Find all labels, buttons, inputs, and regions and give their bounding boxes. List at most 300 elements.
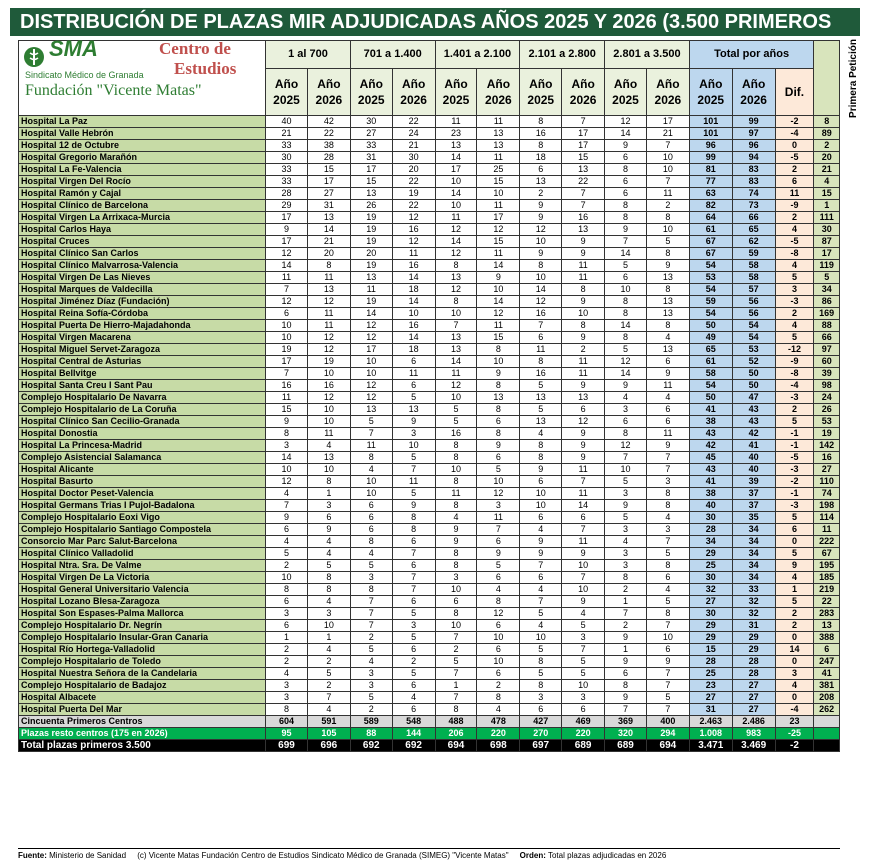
- value-cell: 13: [307, 452, 350, 464]
- dif-cell: 4: [775, 260, 814, 272]
- table-row: [19, 560, 840, 572]
- hospital-name: Complejo Hospitalario De Navarra: [19, 392, 266, 404]
- hospital-name: Hospital Albacete: [19, 692, 266, 704]
- primera-peticion-cell: 222: [814, 536, 840, 548]
- value-cell: 6: [562, 404, 605, 416]
- value-cell: 6: [605, 416, 647, 428]
- value-cell: 8: [605, 212, 647, 224]
- logo-fundacion: Fundación "Vicente Matas": [25, 82, 202, 99]
- primera-peticion-cell: 6: [814, 644, 840, 656]
- dif-cell: 1: [775, 584, 814, 596]
- table-row: [19, 344, 840, 356]
- table-row: [19, 524, 840, 536]
- table-row: [19, 236, 840, 248]
- value-cell: 8: [520, 452, 562, 464]
- total-cell: 33: [732, 584, 775, 596]
- table-row: [19, 140, 840, 152]
- value-cell: 6: [392, 356, 435, 368]
- value-cell: 22: [392, 200, 435, 212]
- value-cell: 6: [350, 500, 392, 512]
- hospital-name: Hospital Clínico Valladolid: [19, 548, 266, 560]
- total-cell: 43: [732, 404, 775, 416]
- value-cell: 24: [392, 128, 435, 140]
- value-cell: 42: [307, 116, 350, 128]
- value-cell: 7: [562, 188, 605, 200]
- value-cell: 14: [435, 188, 477, 200]
- total-cell: 34: [732, 536, 775, 548]
- hospital-name: Complejo Hospitalario Insular-Gran Canaria: [19, 632, 266, 644]
- value-cell: 13: [646, 272, 689, 284]
- primera-peticion-cell: 111: [814, 212, 840, 224]
- value-cell: 16: [266, 380, 308, 392]
- total-cell: 57: [732, 284, 775, 296]
- value-cell: 11: [477, 116, 520, 128]
- value-cell: 8: [307, 584, 350, 596]
- dif-cell: 0: [775, 536, 814, 548]
- value-cell: 19: [392, 188, 435, 200]
- value-cell: 5: [307, 668, 350, 680]
- hospital-name: Plazas resto centros (175 en 2026): [19, 728, 266, 740]
- value-cell: 8: [646, 248, 689, 260]
- total-cell: 54: [689, 308, 732, 320]
- value-cell: 6: [520, 476, 562, 488]
- total-cell: 25: [689, 560, 732, 572]
- total-cell: 29: [689, 632, 732, 644]
- total-cell: 99: [732, 116, 775, 128]
- value-cell: 14: [392, 296, 435, 308]
- dif-cell: 2: [775, 308, 814, 320]
- value-cell: 9: [605, 224, 647, 236]
- value-cell: 8: [266, 704, 308, 716]
- primera-peticion-cell: 41: [814, 668, 840, 680]
- value-cell: 10: [266, 320, 308, 332]
- value-cell: 6: [562, 704, 605, 716]
- value-cell: 3: [392, 428, 435, 440]
- dif-cell: 5: [775, 272, 814, 284]
- value-cell: 5: [605, 260, 647, 272]
- primera-peticion-cell: 262: [814, 704, 840, 716]
- hospital-name: Hospital 12 de Octubre: [19, 140, 266, 152]
- total-cell: 28: [689, 524, 732, 536]
- value-cell: 692: [392, 740, 435, 752]
- summary-row-total: [19, 740, 840, 752]
- value-cell: 11: [307, 272, 350, 284]
- value-cell: 9: [266, 224, 308, 236]
- value-cell: 5: [646, 596, 689, 608]
- value-cell: 6: [646, 416, 689, 428]
- primera-peticion-cell: 8: [814, 116, 840, 128]
- dif-cell: -25: [775, 728, 814, 740]
- table-row: [19, 452, 840, 464]
- primera-peticion-cell: 5: [814, 272, 840, 284]
- value-cell: 220: [562, 728, 605, 740]
- total-cell: 34: [689, 536, 732, 548]
- footer-fuente-label: Fuente:: [18, 851, 47, 860]
- primera-peticion-label: Primera Petición: [848, 38, 860, 118]
- value-cell: 6: [350, 524, 392, 536]
- value-cell: 8: [435, 500, 477, 512]
- hospital-name: Hospital Gregorio Marañón: [19, 152, 266, 164]
- table-row: [19, 548, 840, 560]
- value-cell: 14: [605, 368, 647, 380]
- value-cell: 7: [562, 476, 605, 488]
- dif-cell: -8: [775, 248, 814, 260]
- total-cell: 59: [689, 296, 732, 308]
- value-cell: 9: [605, 500, 647, 512]
- value-cell: 3: [605, 548, 647, 560]
- value-cell: 8: [605, 572, 647, 584]
- primera-peticion-cell: 142: [814, 440, 840, 452]
- value-cell: 6: [266, 620, 308, 632]
- table-row: [19, 536, 840, 548]
- value-cell: 14: [435, 236, 477, 248]
- total-cell: 32: [732, 608, 775, 620]
- primera-peticion-cell: 283: [814, 608, 840, 620]
- total-cell: 83: [732, 176, 775, 188]
- value-cell: 12: [266, 476, 308, 488]
- table-row: [19, 572, 840, 584]
- value-cell: 14: [477, 296, 520, 308]
- value-cell: 1: [605, 596, 647, 608]
- value-cell: 4: [520, 620, 562, 632]
- dif-cell: 0: [775, 656, 814, 668]
- value-cell: 12: [605, 116, 647, 128]
- value-cell: 11: [646, 188, 689, 200]
- value-cell: 9: [435, 536, 477, 548]
- dif-cell: 2: [775, 608, 814, 620]
- value-cell: 9: [562, 596, 605, 608]
- hospital-name: Hospital Virgen La Arrixaca-Murcia: [19, 212, 266, 224]
- primera-peticion-cell: 247: [814, 656, 840, 668]
- total-cell: 27: [732, 680, 775, 692]
- primera-peticion-cell: 195: [814, 560, 840, 572]
- value-cell: 11: [392, 248, 435, 260]
- value-cell: 10: [520, 488, 562, 500]
- value-cell: 9: [562, 236, 605, 248]
- footer: [18, 848, 840, 860]
- total-cell: 67: [689, 236, 732, 248]
- dif-cell: 14: [775, 644, 814, 656]
- dif-cell: -2: [775, 116, 814, 128]
- value-cell: 12: [307, 332, 350, 344]
- value-cell: 13: [435, 344, 477, 356]
- value-cell: 10: [562, 680, 605, 692]
- total-cell: 96: [689, 140, 732, 152]
- value-cell: 6: [435, 596, 477, 608]
- total-cell: 54: [689, 260, 732, 272]
- value-cell: 9: [477, 368, 520, 380]
- value-cell: 3: [562, 692, 605, 704]
- value-cell: 6: [392, 680, 435, 692]
- table-row: [19, 596, 840, 608]
- value-cell: 1: [435, 680, 477, 692]
- value-cell: 29: [266, 200, 308, 212]
- value-cell: 10: [562, 584, 605, 596]
- primera-peticion-cell: 22: [814, 596, 840, 608]
- value-cell: 8: [350, 452, 392, 464]
- value-cell: 22: [307, 128, 350, 140]
- value-cell: 689: [605, 740, 647, 752]
- table-row: [19, 440, 840, 452]
- value-cell: 2: [307, 680, 350, 692]
- value-cell: 7: [477, 524, 520, 536]
- total-cell: 2.486: [732, 716, 775, 728]
- value-cell: 12: [392, 212, 435, 224]
- value-cell: 5: [435, 416, 477, 428]
- value-cell: 6: [520, 332, 562, 344]
- hospital-name: Hospital Santa Creu I Sant Pau: [19, 380, 266, 392]
- dif-cell: 2: [775, 164, 814, 176]
- hospital-name: Hospital Río Hortega-Valladolid: [19, 644, 266, 656]
- value-cell: 17: [435, 164, 477, 176]
- page-title: DISTRIBUCIÓN DE PLAZAS MIR ADJUDICADAS AÑOS 2025 Y 2026 (3.500 PRIMEROS: [10, 8, 860, 36]
- total-cell: 52: [732, 356, 775, 368]
- value-cell: 9: [477, 272, 520, 284]
- value-cell: 9: [646, 368, 689, 380]
- hospital-name: Hospital Central de Asturias: [19, 356, 266, 368]
- value-cell: 699: [266, 740, 308, 752]
- value-cell: 25: [477, 164, 520, 176]
- primera-peticion-cell: 60: [814, 356, 840, 368]
- table-row: [19, 188, 840, 200]
- value-cell: 10: [307, 464, 350, 476]
- hospital-name: Consorcio Mar Parc Salut-Barcelona: [19, 536, 266, 548]
- value-cell: 478: [477, 716, 520, 728]
- table-row: [19, 464, 840, 476]
- dif-cell: -2: [775, 740, 814, 752]
- value-cell: 30: [266, 152, 308, 164]
- table-row: [19, 224, 840, 236]
- value-cell: 10: [477, 656, 520, 668]
- value-cell: 8: [520, 356, 562, 368]
- total-cell: 43: [689, 464, 732, 476]
- dif-cell: -5: [775, 152, 814, 164]
- value-cell: 696: [307, 740, 350, 752]
- value-cell: 7: [350, 620, 392, 632]
- value-cell: 8: [435, 608, 477, 620]
- value-cell: 14: [266, 452, 308, 464]
- value-cell: 6: [392, 536, 435, 548]
- total-cell: 50: [732, 368, 775, 380]
- total-cell: 77: [689, 176, 732, 188]
- value-cell: 3: [435, 572, 477, 584]
- value-cell: 13: [562, 224, 605, 236]
- value-cell: 12: [435, 284, 477, 296]
- value-cell: 4: [520, 584, 562, 596]
- dif-cell: -12: [775, 344, 814, 356]
- primera-peticion-cell: 110: [814, 476, 840, 488]
- footer-orden-value: Total plazas adjudicadas en 2026: [547, 851, 667, 860]
- table-row: [19, 116, 840, 128]
- hospital-name: Hospital Bellvitge: [19, 368, 266, 380]
- value-cell: 5: [477, 560, 520, 572]
- value-cell: 4: [646, 512, 689, 524]
- value-cell: 4: [605, 536, 647, 548]
- value-cell: 8: [562, 320, 605, 332]
- value-cell: 4: [266, 668, 308, 680]
- value-cell: 2: [392, 656, 435, 668]
- value-cell: 17: [646, 116, 689, 128]
- hospital-name: Hospital Puerta Del Mar: [19, 704, 266, 716]
- total-cell: 34: [732, 560, 775, 572]
- value-cell: 12: [350, 332, 392, 344]
- primera-peticion-cell: 21: [814, 164, 840, 176]
- value-cell: 5: [520, 380, 562, 392]
- hospital-name: Hospital Puerta De Hierro-Majadahonda: [19, 320, 266, 332]
- table-row: [19, 608, 840, 620]
- value-cell: 698: [477, 740, 520, 752]
- total-cell: 45: [689, 452, 732, 464]
- value-cell: 15: [477, 236, 520, 248]
- value-cell: 11: [646, 380, 689, 392]
- total-cell: 41: [732, 440, 775, 452]
- value-cell: 4: [307, 548, 350, 560]
- value-cell: 13: [350, 188, 392, 200]
- total-cell: 28: [732, 668, 775, 680]
- value-cell: 10: [307, 416, 350, 428]
- value-cell: 14: [562, 500, 605, 512]
- primera-peticion-cell: 30: [814, 224, 840, 236]
- value-cell: 15: [266, 404, 308, 416]
- value-cell: 18: [392, 344, 435, 356]
- hospital-name: Hospital Ntra. Sra. De Valme: [19, 560, 266, 572]
- value-cell: 6: [605, 176, 647, 188]
- dif-cell: 3: [775, 668, 814, 680]
- value-cell: 604: [266, 716, 308, 728]
- table-row: [19, 260, 840, 272]
- value-cell: 9: [520, 464, 562, 476]
- value-cell: 19: [350, 260, 392, 272]
- total-cell: 37: [732, 488, 775, 500]
- value-cell: 8: [477, 380, 520, 392]
- value-cell: 1: [266, 632, 308, 644]
- value-cell: 9: [646, 656, 689, 668]
- plazas-table: [18, 36, 860, 752]
- value-cell: 7: [266, 368, 308, 380]
- total-cell: 27: [732, 692, 775, 704]
- value-cell: 14: [477, 260, 520, 272]
- value-cell: 6: [350, 512, 392, 524]
- table-row: [19, 380, 840, 392]
- value-cell: 7: [605, 608, 647, 620]
- total-cell: 27: [689, 596, 732, 608]
- value-cell: 17: [307, 176, 350, 188]
- dif-cell: 2: [775, 212, 814, 224]
- value-cell: 8: [477, 596, 520, 608]
- value-cell: 13: [435, 332, 477, 344]
- total-cell: 3.469: [732, 740, 775, 752]
- value-cell: 5: [392, 452, 435, 464]
- table-row: [19, 284, 840, 296]
- dif-cell: 4: [775, 320, 814, 332]
- value-cell: 3: [646, 476, 689, 488]
- value-cell: 11: [435, 368, 477, 380]
- value-cell: 270: [520, 728, 562, 740]
- value-cell: 3: [646, 524, 689, 536]
- value-cell: 5: [646, 236, 689, 248]
- primera-peticion-cell: 98: [814, 380, 840, 392]
- value-cell: 7: [392, 464, 435, 476]
- value-cell: 10: [646, 224, 689, 236]
- value-cell: 10: [392, 440, 435, 452]
- value-cell: 9: [520, 536, 562, 548]
- value-cell: 8: [435, 440, 477, 452]
- dif-cell: -1: [775, 440, 814, 452]
- dif-cell: -2: [775, 476, 814, 488]
- value-cell: 8: [435, 548, 477, 560]
- value-cell: 8: [435, 476, 477, 488]
- value-cell: 3: [266, 608, 308, 620]
- value-cell: 8: [520, 440, 562, 452]
- value-cell: 15: [477, 176, 520, 188]
- value-cell: 4: [350, 548, 392, 560]
- logo-sma: SMA: [49, 36, 98, 61]
- dif-cell: -4: [775, 704, 814, 716]
- total-cell: 2.463: [689, 716, 732, 728]
- hospital-name: Total plazas primeros 3.500: [19, 740, 266, 752]
- value-cell: 33: [266, 140, 308, 152]
- value-cell: 7: [562, 200, 605, 212]
- value-cell: 5: [392, 632, 435, 644]
- value-cell: 294: [646, 728, 689, 740]
- summary-row-resto: [19, 728, 840, 740]
- value-cell: 19: [350, 224, 392, 236]
- dif-cell: 9: [775, 560, 814, 572]
- value-cell: 4: [307, 596, 350, 608]
- value-cell: 16: [392, 260, 435, 272]
- total-cell: 23: [689, 680, 732, 692]
- hospital-name: Hospital Alicante: [19, 464, 266, 476]
- table-row: [19, 200, 840, 212]
- hospital-name: Complejo Hospitalario de Badajoz: [19, 680, 266, 692]
- value-cell: 20: [307, 248, 350, 260]
- value-cell: 22: [562, 176, 605, 188]
- value-cell: 2: [350, 704, 392, 716]
- dif-cell: -3: [775, 464, 814, 476]
- value-cell: 8: [605, 308, 647, 320]
- value-cell: 9: [605, 632, 647, 644]
- dif-cell: -3: [775, 296, 814, 308]
- value-cell: 10: [266, 464, 308, 476]
- total-cell: 54: [732, 332, 775, 344]
- value-cell: 8: [520, 140, 562, 152]
- total-cell: 63: [689, 188, 732, 200]
- footer-orden-label: Orden:: [519, 851, 546, 860]
- total-cell: 41: [689, 476, 732, 488]
- value-cell: 27: [350, 128, 392, 140]
- dif-cell: -5: [775, 236, 814, 248]
- value-cell: 7: [646, 140, 689, 152]
- value-cell: 16: [520, 368, 562, 380]
- value-cell: 10: [392, 308, 435, 320]
- value-cell: 6: [477, 416, 520, 428]
- hospital-name: Hospital Clínico San Cecilio-Granada: [19, 416, 266, 428]
- primera-peticion-cell: 89: [814, 128, 840, 140]
- value-cell: 9: [646, 260, 689, 272]
- value-cell: 1: [307, 488, 350, 500]
- total-cell: 58: [689, 368, 732, 380]
- value-cell: 13: [646, 344, 689, 356]
- value-cell: 9: [520, 548, 562, 560]
- value-cell: 7: [520, 560, 562, 572]
- value-cell: 17: [562, 128, 605, 140]
- value-cell: 13: [477, 140, 520, 152]
- value-cell: 8: [646, 608, 689, 620]
- dif-cell: 23: [775, 716, 814, 728]
- value-cell: 12: [266, 248, 308, 260]
- total-cell: 28: [732, 656, 775, 668]
- value-cell: 12: [562, 416, 605, 428]
